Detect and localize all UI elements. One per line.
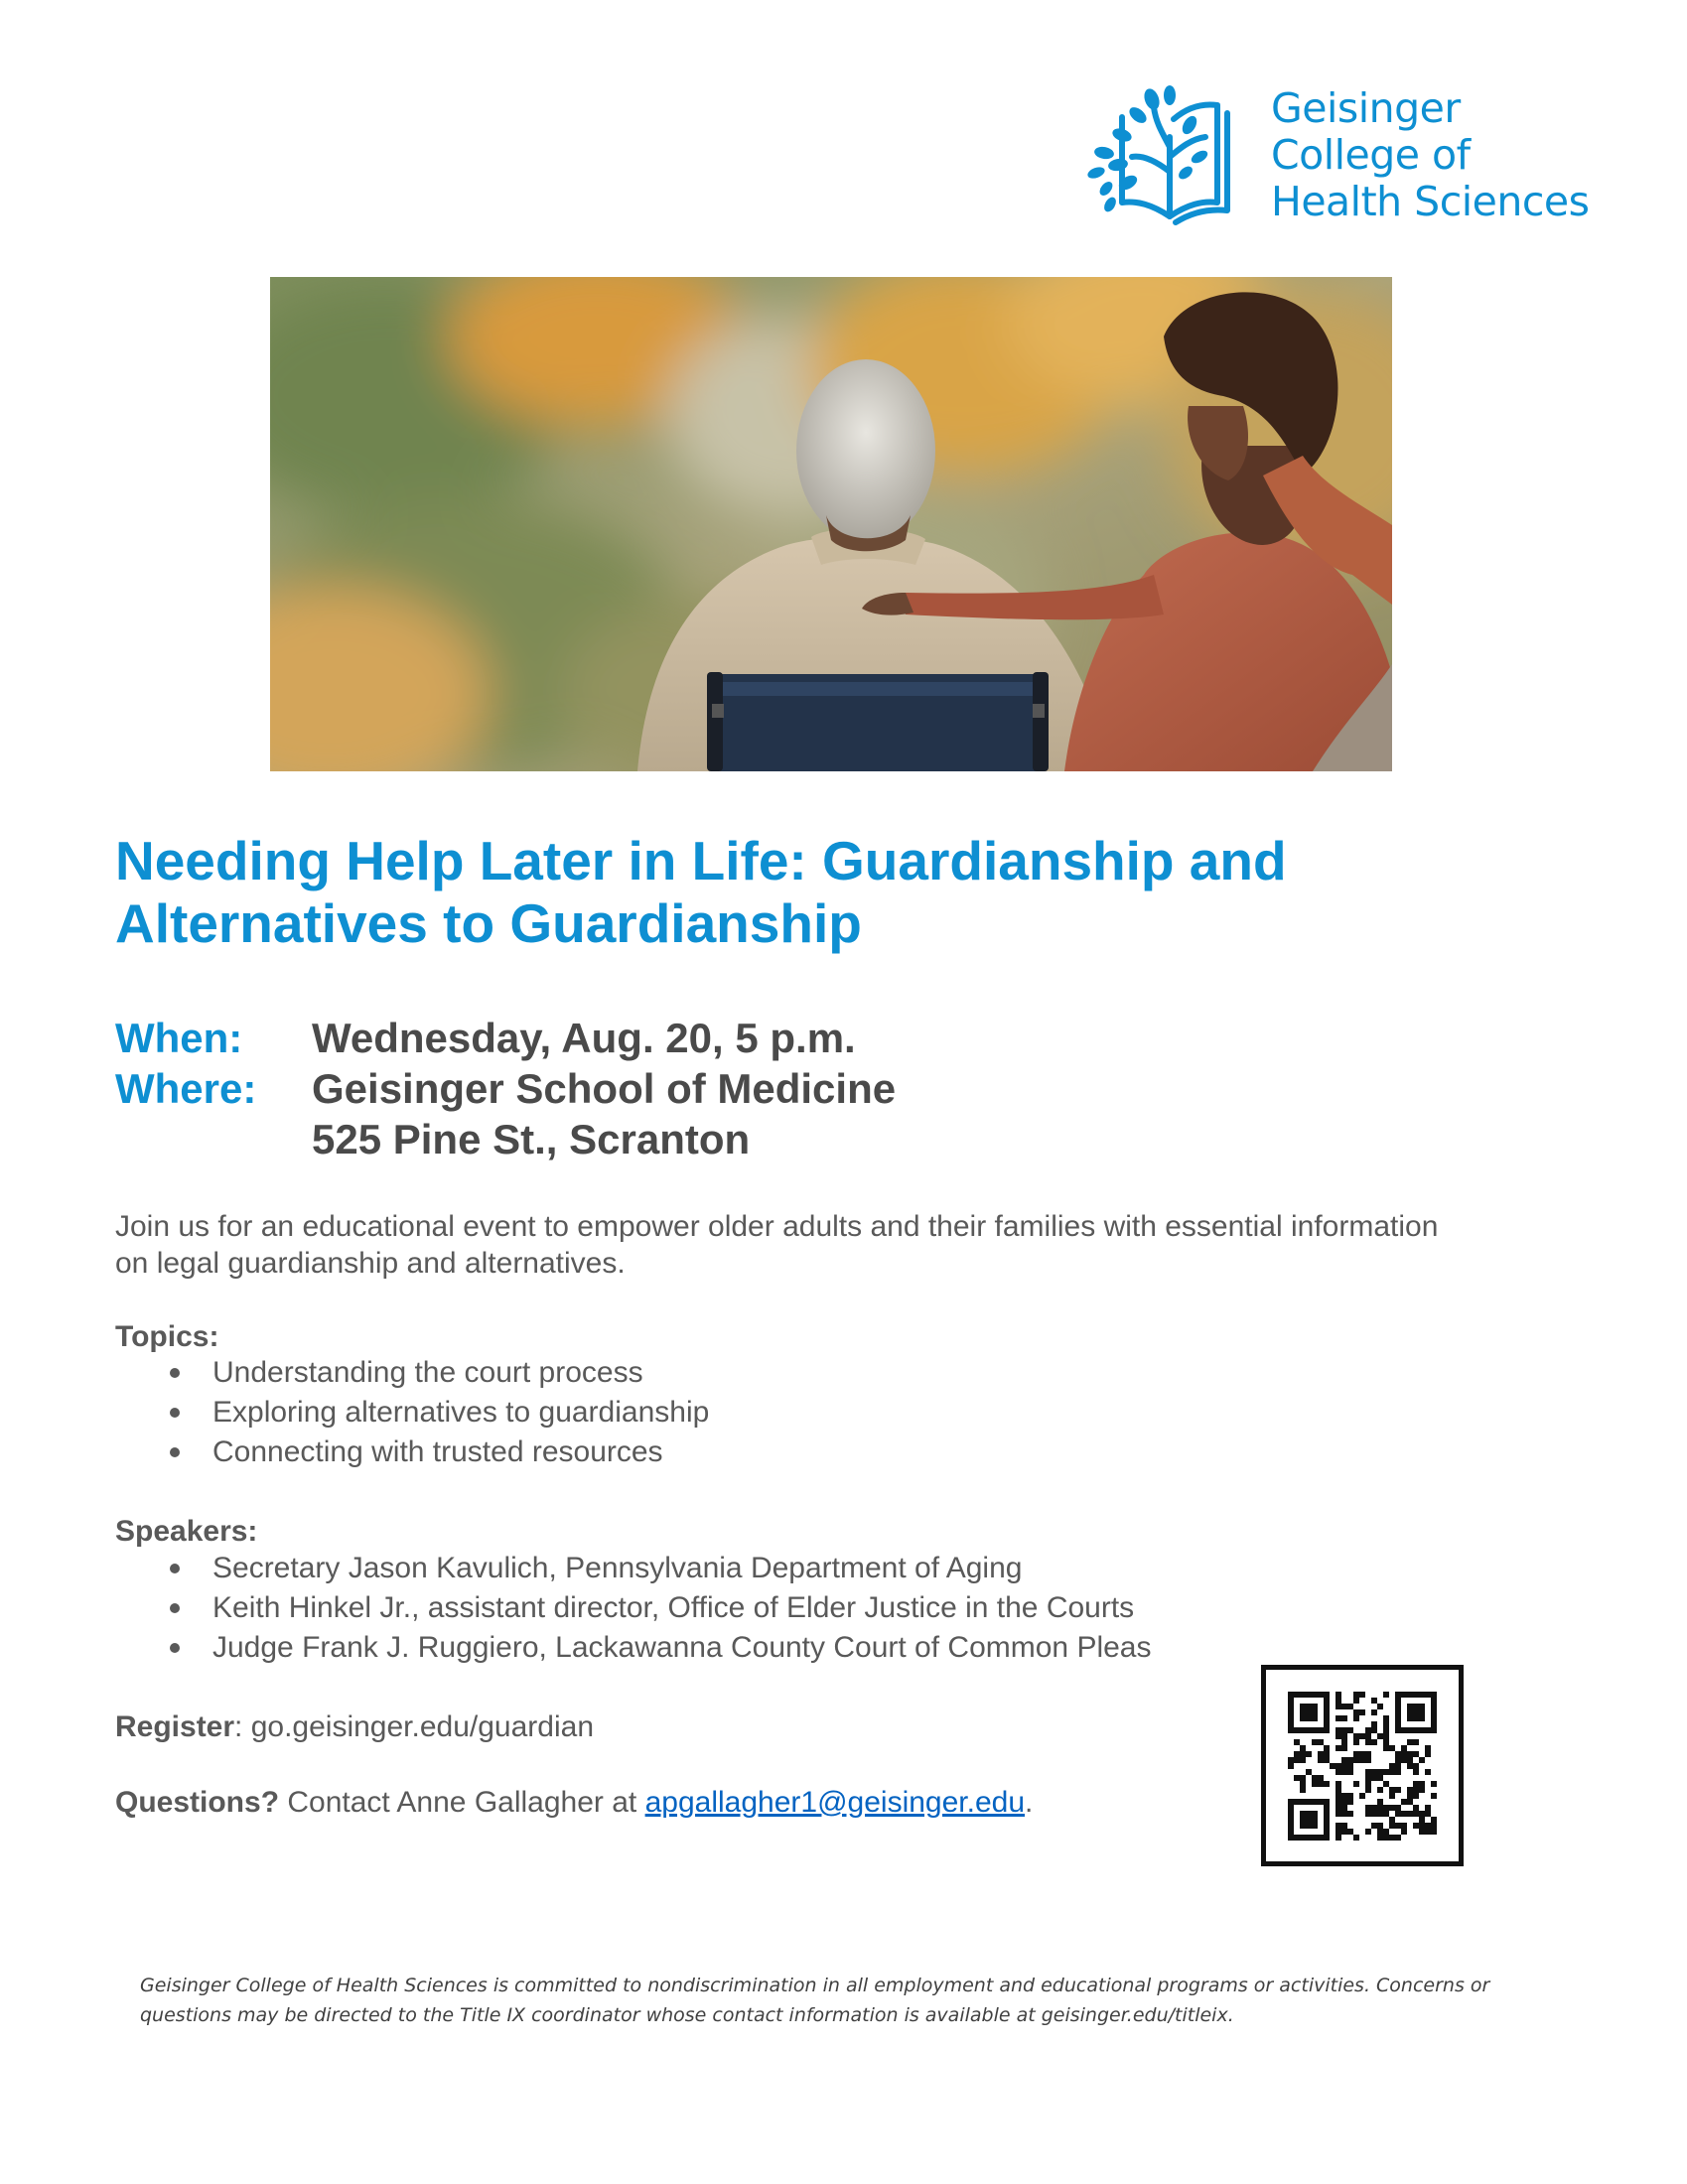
register-line [115, 1708, 594, 1745]
qr-code-frame [1261, 1665, 1464, 1866]
where-venue: Geisinger School of Medicine [312, 1065, 897, 1112]
register-url: go.geisinger.edu/guardian [250, 1710, 594, 1743]
speaker-text: Keith Hinkel Jr., assistant director, Office of Elder Justice in the Courts [212, 1591, 1135, 1624]
qr-code-icon [1288, 1692, 1437, 1841]
speakers-heading: Speakers: [115, 1515, 258, 1548]
bullet-icon [170, 1643, 180, 1653]
bullet-icon [170, 1368, 180, 1378]
register-colon: : [234, 1710, 251, 1743]
event-details [115, 1013, 1307, 1164]
list-item [115, 1393, 709, 1433]
topics-list [115, 1353, 709, 1472]
bullet-icon [170, 1564, 180, 1573]
questions-label: Questions? [115, 1786, 280, 1819]
where-address-row [115, 1114, 1307, 1164]
bullet-icon [170, 1447, 180, 1457]
list-item [115, 1628, 1151, 1668]
info-label-spacer [115, 1114, 312, 1164]
topics-heading: Topics: [115, 1320, 219, 1353]
register-label: Register [115, 1710, 235, 1743]
where-address: 525 Pine St., Scranton [312, 1116, 751, 1162]
when-value: Wednesday, Aug. 20, 5 p.m. [312, 1015, 856, 1061]
bullet-icon [170, 1408, 180, 1418]
hero-photo [270, 277, 1392, 771]
where-row [115, 1063, 1307, 1114]
topic-text: Understanding the court process [212, 1356, 643, 1389]
topic-text: Connecting with trusted resources [212, 1435, 663, 1468]
caregiver-photo [270, 277, 1392, 771]
questions-text: Contact Anne Gallagher at [279, 1786, 645, 1819]
when-row [115, 1013, 1307, 1063]
intro-paragraph: Join us for an educational event to empower older adults and their families with essential information on legal guardianship and alternatives. [115, 1210, 1439, 1280]
logo-line: College of [1271, 131, 1471, 179]
where-label: Where: [115, 1065, 257, 1112]
logo-wordmark [1271, 85, 1589, 225]
speaker-text: Judge Frank J. Ruggiero, Lackawanna County Court of Common Pleas [212, 1631, 1152, 1664]
list-item [115, 1433, 709, 1472]
list-item [115, 1549, 1151, 1588]
list-item [115, 1353, 709, 1393]
list-item [115, 1588, 1151, 1628]
speaker-text: Secretary Jason Kavulich, Pennsylvania Department of Aging [212, 1552, 1023, 1584]
logo-line: Geisinger [1271, 84, 1461, 132]
logo-line: Health Sciences [1271, 178, 1590, 225]
email-link[interactable]: apgallagher1@geisinger.edu [644, 1786, 1026, 1819]
topic-text: Exploring alternatives to guardianship [212, 1396, 710, 1429]
speakers-list [115, 1549, 1151, 1668]
tree-book-icon [1082, 77, 1261, 226]
questions-period: . [1025, 1786, 1034, 1819]
when-label: When: [115, 1015, 243, 1061]
bullet-icon [170, 1603, 180, 1613]
questions-line [115, 1784, 1033, 1821]
college-logo [1082, 77, 1599, 226]
page-title: Needing Help Later in Life: Guardianship and Alternatives to Guardianship [115, 830, 1287, 954]
nondiscrimination-footer: Geisinger College of Health Sciences is committed to nondiscrimination in all employment and educational programs or activities. Concerns or questions may be directed to the Title IX coordinator whose contact information is available at geisinger.edu/titleix. [140, 1975, 1490, 2026]
